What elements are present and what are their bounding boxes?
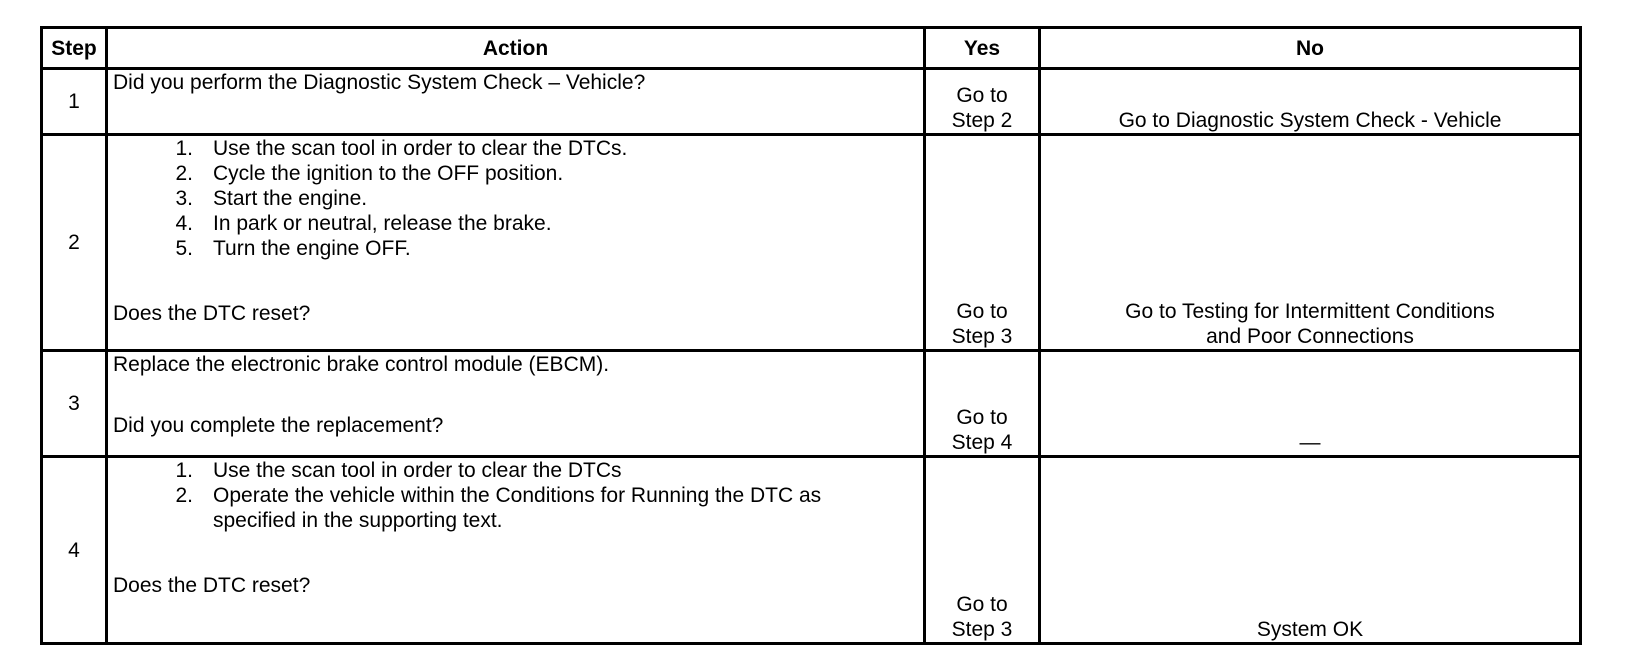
no-cell [1040,135,1581,351]
substep-item [113,458,918,483]
header-action: Action [107,28,925,69]
no-line: System OK [1256,618,1364,641]
action-instruction: Replace the electronic brake control module (EBCM). [113,353,610,376]
no-line: — [1299,431,1321,454]
substep-number: 4. [175,212,193,235]
yes-cell [925,69,1040,135]
step-number: 1 [42,69,107,135]
action-question: Does the DTC reset? [113,574,311,597]
substep-number: 2. [175,484,193,507]
action-question: Did you complete the replacement? [113,414,444,437]
header-no: No [1040,28,1581,69]
table-row [42,457,1581,644]
yes-line: Go to [956,406,1008,429]
no-line: Go to Testing for Intermittent Conditions [1125,300,1495,323]
header-step: Step [42,28,107,69]
substep-text: Use the scan tool in order to clear the DTCs. [213,137,628,160]
yes-line: Go to [956,300,1008,323]
no-line: Go to Diagnostic System Check - Vehicle [1118,109,1502,132]
yes-line: Step 2 [951,109,1013,132]
substep-item [113,236,918,261]
table-row [42,135,1581,351]
substep-text: Turn the engine OFF. [213,237,411,260]
no-cell [1040,69,1581,135]
no-line: and Poor Connections [1206,325,1414,348]
substep-list [113,136,918,261]
step-number: 3 [42,351,107,457]
substep-text: In park or neutral, release the brake. [213,212,552,235]
diagnostic-table [40,26,1582,645]
no-cell [1040,457,1581,644]
yes-cell [925,135,1040,351]
table-row [42,69,1581,135]
substep-text: Cycle the ignition to the OFF position. [213,162,564,185]
action-cell [107,351,925,457]
yes-line: Go to [956,84,1008,107]
substep-number: 2. [175,162,193,185]
substep-text: Start the engine. [213,187,368,210]
substep-number: 1. [175,137,193,160]
no-cell [1040,351,1581,457]
yes-line: Go to [956,593,1008,616]
yes-line: Step 4 [951,431,1013,454]
step-number: 4 [42,457,107,644]
action-cell [107,69,925,135]
yes-cell [925,457,1040,644]
substep-number: 3. [175,187,193,210]
header-row [42,28,1581,69]
substep-list [113,458,918,533]
substep-number: 1. [175,459,193,482]
substep-text: Operate the vehicle within the Conditions for Running the DTC as specified in the supporting text. [213,484,822,532]
yes-line: Step 3 [951,325,1013,348]
substep-item [113,211,918,236]
substep-item [113,161,918,186]
action-cell [107,457,925,644]
substep-item [113,186,918,211]
substep-text: Use the scan tool in order to clear the DTCs [213,459,622,482]
action-question: Does the DTC reset? [113,302,311,325]
substep-item [113,483,918,533]
substep-item [113,136,918,161]
yes-cell [925,351,1040,457]
header-yes: Yes [925,28,1040,69]
step-number: 2 [42,135,107,351]
yes-line: Step 3 [951,618,1013,641]
action-cell [107,135,925,351]
action-question: Did you perform the Diagnostic System Check – Vehicle? [113,71,646,94]
table-row [42,351,1581,457]
substep-number: 5. [175,237,193,260]
